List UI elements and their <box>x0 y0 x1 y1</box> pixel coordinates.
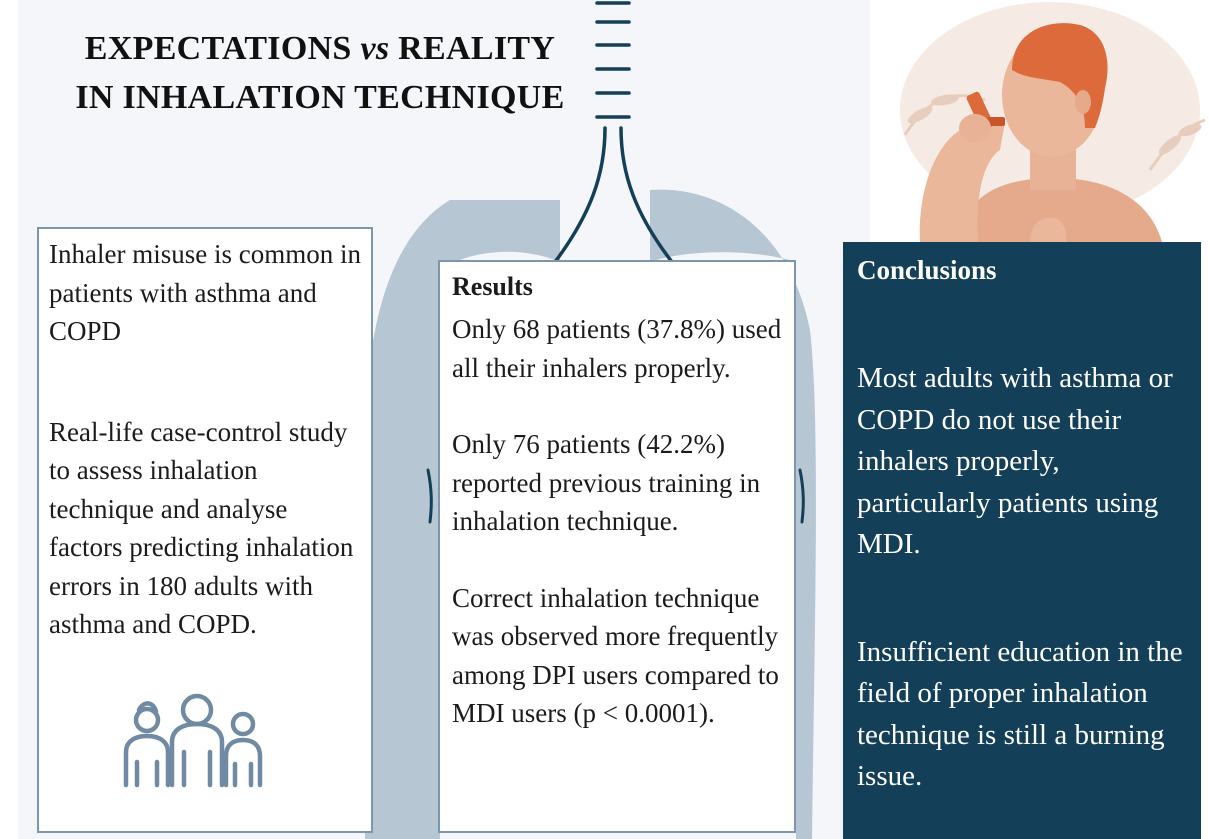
title-part1: EXPECTATIONS <box>84 30 361 67</box>
results-item: Only 68 patients (37.8%) used all their inhalers properly. <box>452 314 782 383</box>
conclusions-heading: Conclusions <box>857 255 997 285</box>
title-part2: REALITY <box>389 30 556 67</box>
title-vs: vs <box>360 30 390 67</box>
intro-study: Real-life case-control study to assess inhalation technique and analyse factors predicting inhalation errors in 180 adults with asthma and COPD. <box>49 416 354 639</box>
patients-group-icon <box>120 690 270 790</box>
results-box <box>438 260 796 833</box>
results-item: Correct inhalation technique was observed more frequently among DPI users compared to MDI users (p < 0.0001). <box>452 582 779 728</box>
results-heading: Results <box>452 272 533 301</box>
conclusions-box <box>843 242 1201 839</box>
conclusions-item: Insufficient education in the field of proper inhalation technique is still a burning issue. <box>857 635 1183 792</box>
conclusions-item: Most adults with asthma or COPD do not use their inhalers properly, particularly patients using MDI. <box>857 362 1173 560</box>
poster-title <box>40 24 600 122</box>
intro-lead: Inhaler misuse is common in patients with asthma and COPD <box>49 239 361 346</box>
results-item: Only 76 patients (42.2%) reported previous training in inhalation technique. <box>452 429 761 536</box>
title-line2: IN INHALATION TECHNIQUE <box>75 79 565 116</box>
